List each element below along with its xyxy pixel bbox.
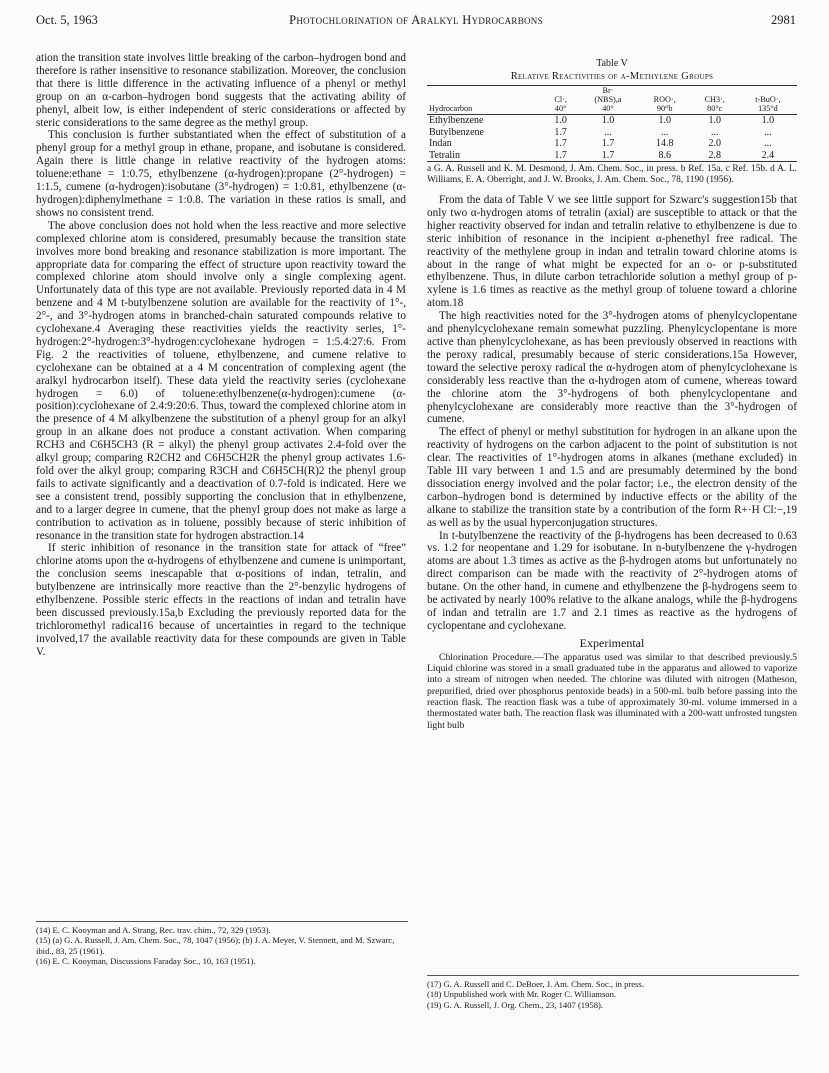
table-cell: 1.0 [761,115,775,126]
issue-date: Oct. 5, 1963 [36,13,98,27]
table-header-cell: Cl·, [554,95,567,104]
table-cell: 1.0 [658,115,671,126]
table-header-cell [544,86,577,96]
table-header-cell [427,95,544,104]
table-cell: 2.0 [708,138,721,149]
table-cell: 2.8 [691,150,739,162]
table-cell: Tetralin [427,150,544,162]
table-cell: 1.7 [544,150,577,162]
page-header [36,13,796,29]
page-number: 2981 [771,13,796,27]
footnote: (17) G. A. Russell and C. DeBoer, J. Am. Chem. Soc., in press. [427,979,644,989]
table-cell: ... [764,126,772,138]
paragraph: The high reactivities noted for the 3°-hydrogen atoms of phenylcyclopentane and phenylcyclohexane remain somewhat puzzling. Phenylcyclopentane is more active than phenylcyclohexane, as has been previously observed in reactions with the peroxy radical, presumably because of steric considerations.15a However, toward the selective peroxy radical the α-hydrogen atom of phenylcyclohexane is considerably less reactive than the α-hydrogen atom of cumene, whereas toward the chlorine atom the 3°-hydrogens of both phenylcyclopentane and phenylcyclohexane are considerably more reactive than the 3°-hydrogen of cumene. [427,310,797,426]
table-header-cell: ROO·, [653,95,676,104]
table-header-cell: 80°c [691,104,739,115]
table-cell: 1.0 [708,115,721,126]
paragraph: This conclusion is further substantiated when the effect of substitution of a phenyl group for a methyl group in ethane, propane, and isobutane is considered. Again there is little change in relative reactivity of the hydrogen atoms: toluene:ethane = 1:0.75, ethylbenzene (α-hydrogen):propane (2°-hydrogen) = 1:1.5, cumene (α-hydrogen):isobutane (3°-hydrogen) = 1:0.81, ethylbenzene (α-hydrogen):diphenylmethane = 1:0.8. The variation in these ratios is small, and shows no consistent trend. [36,129,406,219]
table-footnote: a G. A. Russell and K. M. Desmond, J. Am. Chem. Soc., in press. b Ref. 15a. c Ref. 15b. d A. L. Williams, E. A. Oberright, and J. W. Brooks, J. Am. Chem. Soc., 78, 1190 (1956). [427,164,797,185]
table-cell: 1.7 [577,150,639,162]
experimental-section [427,652,797,731]
table-cell: ... [604,126,612,138]
reactivity-table [427,85,797,162]
table-header-cell: 135°d [739,104,797,115]
table-v [427,58,797,186]
paragraph: In t-butylbenzene the reactivity of the β-hydrogens has been decreased to 0.63 vs. 1.2 for neopentane and 1.29 for isobutane. In n-butylbenzene the γ-hydrogen atoms are about 1.3 times as active as the β-hydrogen atoms but unfortunately no direct comparison can be made with the reactivity of 2°-hydrogen atoms of butane. On the other hand, in cumene and ethylbenzene the β-hydrogens seem to be activated by nearly 100% relative to the alkane analogs, while the β-hydrogens of indan and tetralin are 1.7 and 2.1 times as reactive as the hydrogens of cyclopentane and cyclohexane. [427,529,797,632]
table-caption: Table V [596,58,628,69]
table-row [427,150,797,162]
table-row [427,138,797,150]
table-cell: ... [710,126,719,138]
table-header-cell [639,86,691,96]
table-header-cell [739,86,797,96]
footnote: (18) Unpublished work with Mr. Roger C. Williamson. [427,989,617,1000]
table-cell: ... [660,126,669,138]
table-cell: 1.0 [554,115,567,126]
table-header-cell [427,86,544,96]
paragraph: The above conclusion does not hold when the less reactive and more selective complexed chlorine atom is considered, presumably because the transition state involves more bond breaking and resonance stabilization is more important. The appropriate data for comparing the effect of structure upon reactivity toward the complexed chlorine atom should involve only a single complexing agent. Unfortunately data of this type are not available. Previously reported data in 4 M benzene and 4 M t-butylbenzene solution are available for the reactivity of 1°-, 2°-, and 3°-hydrogen atoms in branched-chain saturated compounds relative to cyclohexane.4 Averaging these reactivities yields the reactivity series, 1°-hydrogen:2°-hydrogen:3°-hydrogen:cyclohexane hydrogen = 1:5.4:27:6. From Fig. 2 the reactivities of toluene, ethylbenzene, and cumene relative to cyclohexane can be obtained at a 4 M concentration of complexing agent (the aralkyl hydrocarbon itself). These data yield the reactivity series (cyclohexane hydrogen = 6.0) of toluene:ethylbenzene(α-hydrogen):cumene (α-position):cyclohexane of 2.4:9:20:6. Thus, toward the complexed chlorine atom in the presence of 4 M alkylbenzene the substitution of a phenyl group for an alkyl group in an alkane does not produce a constant activation. When comparing RCH3 and C6H5CH3 (R = alkyl) the phenyl group activates 2.4-fold over the alkyl group; comparing R2CH2 and C6H5CH2R the phenyl group activates 1.6-fold over the alkyl group; comparing R3CH and C6H5CH(R)2 the phenyl group fails to activate significantly and a deactivation of 0.7-fold is indicated. Here we see a consistent trend, possibly supporting the conclusion that in ethylbenzene, and to a larger degree in cumene, that the phenyl group does not make as large a contribution to activation as in toluene, possibly because of steric inhibition of resonance in the transition state for hydrogen abstraction.14 [36,219,406,542]
table-cell: 8.6 [639,150,691,162]
table-cell: 2.4 [739,150,797,162]
table-title: Relative Reactivities of α-Methylene Groups [510,70,714,82]
table-header-cell: t-BuO·, [755,95,781,104]
left-column [36,52,406,659]
running-title: Photochlorination of Aralkyl Hydrocarbons [289,13,543,27]
paragraph: If steric inhibition of resonance in the transition state for attack of “free” chlorine atoms upon the α-hydrogens of ethylbenzene and cumene is unimportant, the conclusion seems inescapable that α-positions of indan, tetralin, and butylbenzene are intrinsically more reactive than the 2°-benzylic hydrogens of ethylbenzene. Possible steric effects in the reactions of indan and tetralin have been discussed previously.15a,b Excluding the previously reported data for the trichloromethyl radical16 because of uncertainties in regard to the technique involved,17 the available reactivity data for these compounds are given in Table V. [36,542,406,658]
paragraph: From the data of Table V we see little support for Szwarc's suggestion15b that only two α-hydrogen atoms of tetralin (axial) are susceptible to attack or that the higher reactivity observed for indan and tetralin relative to ethylbenzene is due to steric inhibition of resonance in the incipient α-phenethyl free radical. The reactivity of the methylene group in indan and tetralin toward chlorine atoms is about in the range of what might be expected for an o- or p-substituted ethylbenzene. Thus, in dilute carbon tetrachloride solution a methyl group of p-xylene is 1.6 times as reactive as the methyl group of toluene toward a chlorine atom.18 [427,194,797,310]
table-header-cell: CH3·, [704,95,725,104]
table-cell: Ethylbenzene [429,115,484,126]
table-row [427,115,797,127]
table-header-cell: 90°b [639,104,691,115]
table-row [427,127,797,139]
footnote: (16) E. C. Kooyman, Discussions Faraday Soc., 10, 163 (1951). [36,955,256,966]
footnote: (15) (a) G. A. Russell, J. Am. Chem. Soc., 78, 1047 (1956); (b) J. A. Meyer, V. Stennett, and M. Szwarc, ibid., 83, 25 (1961). [36,935,395,956]
table-cell: 1.7 [554,138,567,149]
footnote: (19) G. A. Russell, J. Org. Chem., 23, 1407 (1958). [427,999,604,1010]
table-header-cell: (NBS),a [594,95,622,104]
paragraph: ation the transition state involves little breaking of the carbon–hydrogen bond and therefore is rather insensitive to resonance stabilization. Moreover, the conclusion that there is little difference in the activating influence of a phenyl or methyl group on an α-carbon–hydrogen bond suggests that the activating ability of phenyl, albeit low, is either independent of steric considerations or affected by steric considerations to the same degree as the methyl group. [36,52,406,129]
table-header-cell: Hydrocarbon [427,104,544,115]
footnotes-left [36,921,408,966]
right-column [427,58,797,731]
table-cell: 1.7 [601,138,615,149]
table-cell: Indan [429,138,452,149]
table-header-cell: 40° [544,104,577,115]
table-cell: Butylbenzene [429,126,484,138]
table-header-cell [691,86,739,96]
paragraph: The effect of phenyl or methyl substitution for hydrogen in an alkane upon the reactivity of hydrogens on the carbon adjacent to the point of substitution is not clear. The reactivities of 1°-hydrogen atoms in alkanes (methane excluded) in Table III vary between 1 and 1.5 and are presumably determined by the bond dissociation energy involved and the polar factor; i.e., the electron density of the carbon–hydrogen bond is determined by inductive effects or the ability of the alkane to stabilize the transition state by a contribution of the form R+·H Cl:−,19 as well as by the usual hyperconjugation structures. [427,426,797,529]
table-header-cell: 40° [577,104,639,115]
section-heading: Experimental [579,635,645,650]
table-cell: 1.7 [554,126,567,138]
table-cell: 1.0 [601,115,615,126]
paragraph: Chlorination Procedure.—The apparatus used was similar to that described previously.5 Liquid chlorine was stored in a small graduated tube in the apparatus and allowed to vaporize into a stream of nitrogen when needed. The chlorine was diluted with nitrogen (Matheson, prepurified, dried over phosphorus pentoxide beads) in a 500-ml. bulb before passing into the reaction flask. The reaction flask was a tube of approximately 30-ml. volume immersed in a thermostated water bath. The reaction flask was illuminated with a 200-watt unfrosted tungsten light bulb [427,651,797,731]
table-cell: 14.8 [655,138,674,149]
table-header-cell: Br· [577,86,639,96]
footnotes-right [427,975,799,1010]
table-cell: ... [764,138,772,149]
footnote: (14) E. C. Kooyman and A. Strang, Rec. trav. chim., 72, 329 (1953). [36,925,271,935]
